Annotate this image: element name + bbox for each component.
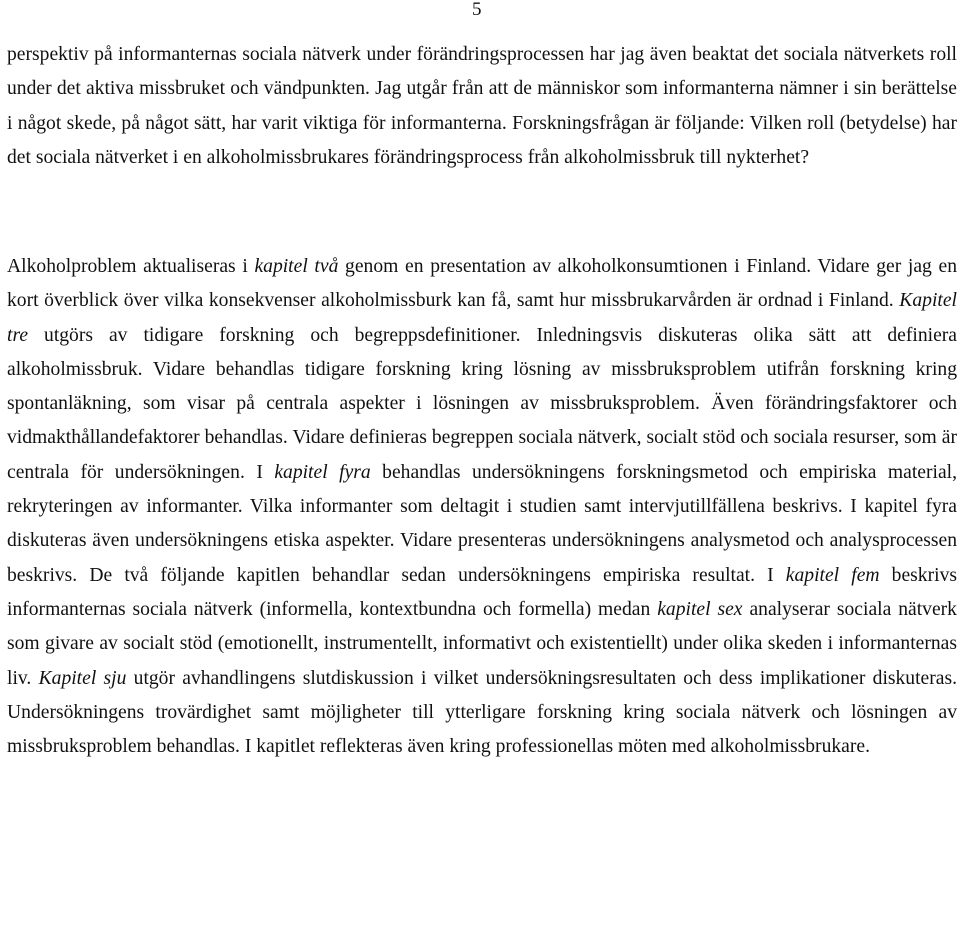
text-segment: utgör avhandlingens slutdiskussion i vilket undersökningsresultaten och dess implikationer diskuteras. Undersökningens trovärdighet samt möjligheter till ytterligare forskning kring sociala nätverk och lösningen av missbruksproblem behandlas. I kapitlet reflekteras även kring professionellas möten med alkoholmissbrukare. — [7, 667, 957, 758]
text-segment: behandlas undersökningens forskningsmetod och empiriska material, rekryteringen av informanter. Vilka informanter som deltagit i studien samt intervjutillfällena beskrivs. I kapitel fyra diskuteras även undersökningens etiska aspekter. Vidare presenteras undersökningens analysmetod och analysprocessen beskrivs. De två följande kapitlen behandlar sedan undersökningens empiriska resultat. I — [7, 461, 957, 586]
chapter-reference: kapitel två — [254, 256, 339, 277]
chapter-reference: Kapitel sju — [38, 667, 127, 689]
paragraph-chapter-overview — [7, 250, 957, 764]
chapter-reference: kapitel fem — [785, 564, 880, 586]
chapter-reference: Kapitel tre — [7, 290, 957, 346]
paragraph-intro: perspektiv på informanternas sociala nätverk under förändringsprocessen har jag även beaktat det sociala nätverkets roll under det aktiva missbruket och vändpunkten. Jag utgår från att de människor som informanterna nämner i sin berättelse i något skede, på något sätt, har varit viktiga för informanterna. Forskningsfrågan är följande: Vilken roll (betydelse) har det sociala nätverket i en alkoholmissbrukares förändringsprocess från alkoholmissbruk till nykterhet? — [7, 44, 957, 168]
chapter-reference: kapitel fyra — [274, 461, 371, 483]
text-segment: Alkoholproblem aktualiseras i — [7, 256, 255, 277]
text-segment: utgörs av tidigare forskning och begreppsdefinitioner. Inledningsvis diskuteras olika sätt att definiera alkoholmissbruk. Vidare behandlas tidigare forskning kring lösning av missbruksproblem utifrån forskning kring spontanläkning, som visar på centrala aspekter i lösningen av missbruksproblem. Även förändringsfaktorer och vidmakthållandefaktorer behandlas. Vidare definieras begreppen sociala nätverk, socialt stöd och sociala resurser, som är centrala för undersökningen. I — [7, 324, 957, 483]
chapter-reference: kapitel sex — [657, 598, 743, 620]
text-segment: genom en presentation av alkoholkonsumtionen i Finland. Vidare ger jag en kort överblick över vilka konsekvenser alkoholmissburk kan få, samt hur missbrukarvården är ordnad i Finland. — [7, 256, 957, 312]
page-number: 5 — [472, 0, 482, 20]
text-segment: analyserar sociala nätverk som givare av socialt stöd (emotionellt, instrumentellt, informativt och existentiellt) under olika skeden i informanternas liv. — [7, 598, 957, 689]
text-segment: beskrivs informanternas sociala nätverk (informella, kontextbundna och formella) medan — [7, 564, 957, 620]
